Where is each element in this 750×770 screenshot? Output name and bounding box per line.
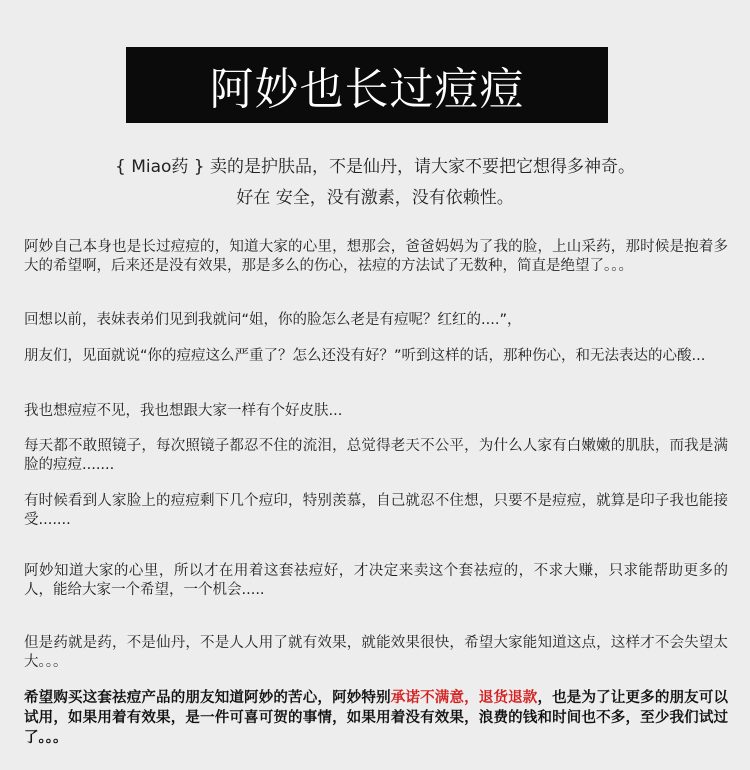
paragraph: 回想以前，表妹表弟们见到我就问“姐，你的脸怎么老是有痘呢？红红的....”，: [24, 312, 522, 328]
closing-text-before: 希望购买这套祛痘产品的朋友知道阿妙的苦心，阿妙特别: [24, 690, 391, 706]
paragraph: 有时候看到人家脸上的痘痘剩下几个痘印，特别羡慕，自己就忍不住想，只要不是痘痘，就算是印子我也能接受.......: [24, 493, 728, 528]
paragraph: 阿妙自己本身也是长过痘痘的，知道大家的心里，想那会，爸爸妈妈为了我的脸，上山采药，那时候是抱着多大的希望啊，后来还是没有效果，那是多么的伤心，祛痘的方法试了无数种，简直是绝望了。。。: [24, 239, 728, 274]
page-title: 阿妙也长过痘痘: [209, 64, 525, 115]
paragraph: 阿妙知道大家的心里，所以才在用着这套祛痘好，才决定来卖这个套祛痘的，不求大赚，只求能帮助更多的人，能给大家一个希望，一个机会.....: [24, 563, 728, 598]
paragraph: 但是药就是药，不是仙丹，不是人人用了就有效果，就能效果很快，希望大家能知道这点，这样才不会失望太大。。。: [24, 635, 728, 670]
paragraph: 朋友们，见面就说“你的痘痘这么严重了？怎么还没有好？”听到这样的话，那种伤心，和无法表达的心酸...: [24, 348, 706, 364]
intro-line-2: 好在 安全，没有激素，没有依赖性。: [236, 188, 514, 208]
paragraph: 我也想痘痘不见，我也想跟大家一样有个好皮肤...: [24, 403, 343, 419]
closing-paragraph: [24, 688, 728, 748]
paragraph: 每天都不敢照镜子，每次照镜子都忍不住的流泪，总觉得老天不公平，为什么人家有白嫩嫩的肌肤，而我是满脸的痘痘.......: [24, 438, 728, 473]
title-banner: [126, 47, 608, 123]
refund-promise: 承诺不满意，退货退款: [390, 690, 538, 706]
closing-text-after: ，也是为了让更多的朋友可以试用，如果用着有效果，是一件可喜可贺的事情，如果用着没有效果，浪费的钱和时间也不多，至少我们试过了。。。: [24, 690, 729, 746]
intro-line-1: { Miao药 } 卖的是护肤品，不是仙丹，请大家不要把它想得多神奇。: [114, 157, 636, 177]
